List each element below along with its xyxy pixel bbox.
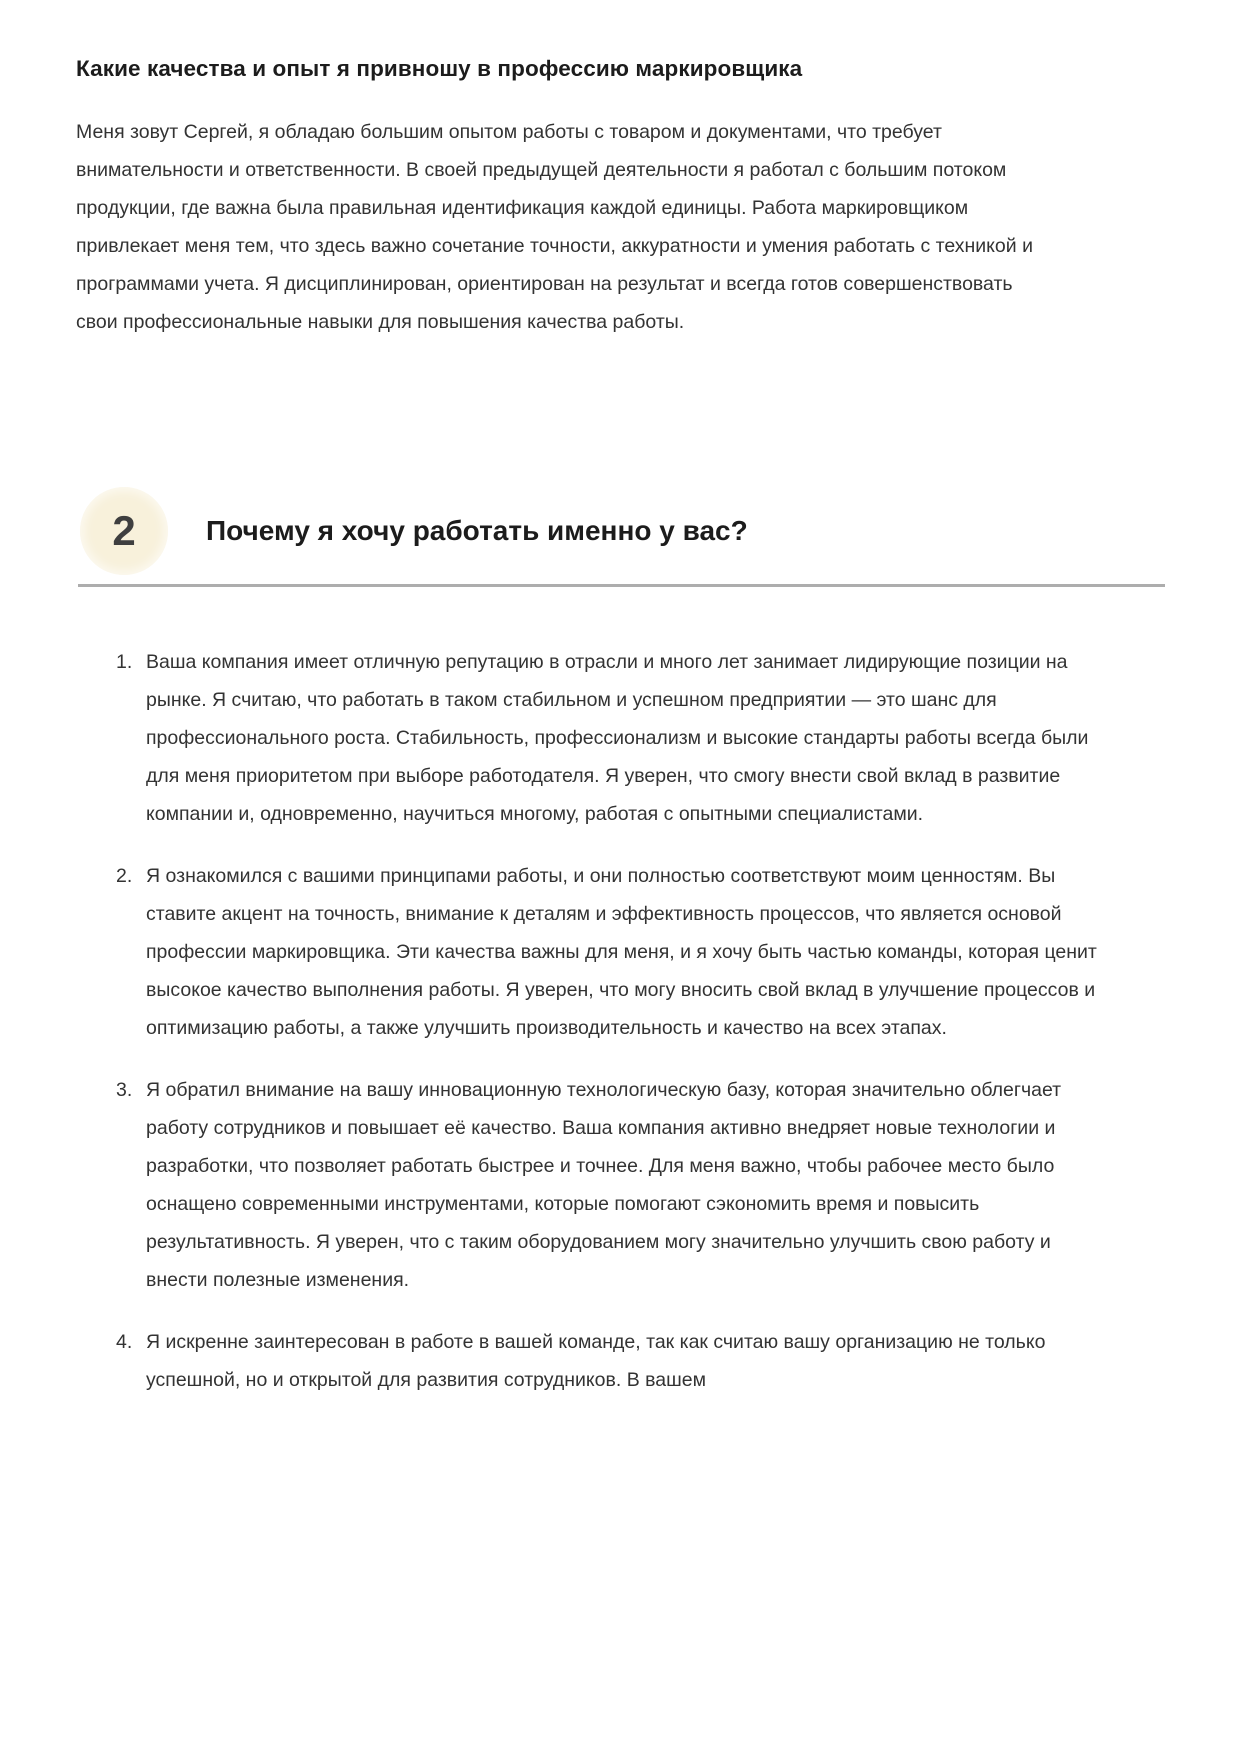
section-divider — [78, 584, 1165, 587]
list-item-text: Я обратил внимание на вашу инновационную технологическую базу, которая значительно облегчает работу сотрудников и повышает её качество. Ваша компания активно внедряет новые технологии и разработки, что позволяет работать быстрее и точнее. Для меня важно, чтобы рабочее место было оснащено современными инструментами, которые помогают сэкономить время и повысить результативность. Я уверен, что с таким оборудованием могу значительно улучшить свою работу и внести полезные изменения. — [146, 1079, 1062, 1291]
section-number-badge: 2 — [80, 487, 168, 575]
section-2-header — [76, 487, 1167, 575]
list-item — [116, 643, 1167, 833]
list-item — [116, 1323, 1167, 1399]
list-item-number: 1. — [116, 651, 133, 673]
list-item-number: 2. — [116, 865, 133, 887]
page-title: Какие качества и опыт я привношу в профессию маркировщика — [76, 56, 803, 81]
section-2-title: Почему я хочу работать именно у вас? — [206, 515, 748, 546]
list-item-text: Ваша компания имеет отличную репутацию в отрасли и много лет занимает лидирующие позиции на рынке. Я считаю, что работать в таком стабильном и успешном предприятии — это шанс для профессионального роста. Стабильность, профессионализм и высокие стандарты работы всегда были для меня приоритетом при выборе работодателя. Я уверен, что смогу внести свой вклад в развитие компании и, одновременно, научиться многому, работая с опытными специалистами. — [146, 651, 1089, 825]
list-item — [116, 857, 1167, 1047]
list-item-number: 4. — [116, 1331, 133, 1353]
list-item-text: Я ознакомился с вашими принципами работы, и они полностью соответствуют моим ценностям. Вы ставите акцент на точность, внимание к деталям и эффективность процессов, что является основой профессии маркировщика. Эти качества важны для меня, и я хочу быть частью команды, которая ценит высокое качество выполнения работы. Я уверен, что могу вносить свой вклад в улучшение процессов и оптимизацию работы, а также улучшить производительность и качество на всех этапах. — [146, 865, 1097, 1039]
list-item — [116, 1071, 1167, 1299]
intro-paragraph: Меня зовут Сергей, я обладаю большим опытом работы с товаром и документами, что требует внимательности и ответственности. В своей предыдущей деятельности я работал с большим потоком продукции, где важна была правильная идентификация каждой единицы. Работа маркировщиком привлекает меня тем, что здесь важно сочетание точности, аккуратности и умения работать с техникой и программами учета. Я дисциплинирован, ориентирован на результат и всегда готов совершенствовать свои профессиональные навыки для повышения качества работы. — [76, 121, 1033, 333]
reasons-list — [76, 643, 1167, 1399]
list-item-number: 3. — [116, 1079, 133, 1101]
list-item-text: Я искренне заинтересован в работе в вашей команде, так как считаю вашу организацию не только успешной, но и открытой для развития сотрудников. В вашем — [146, 1331, 1046, 1391]
